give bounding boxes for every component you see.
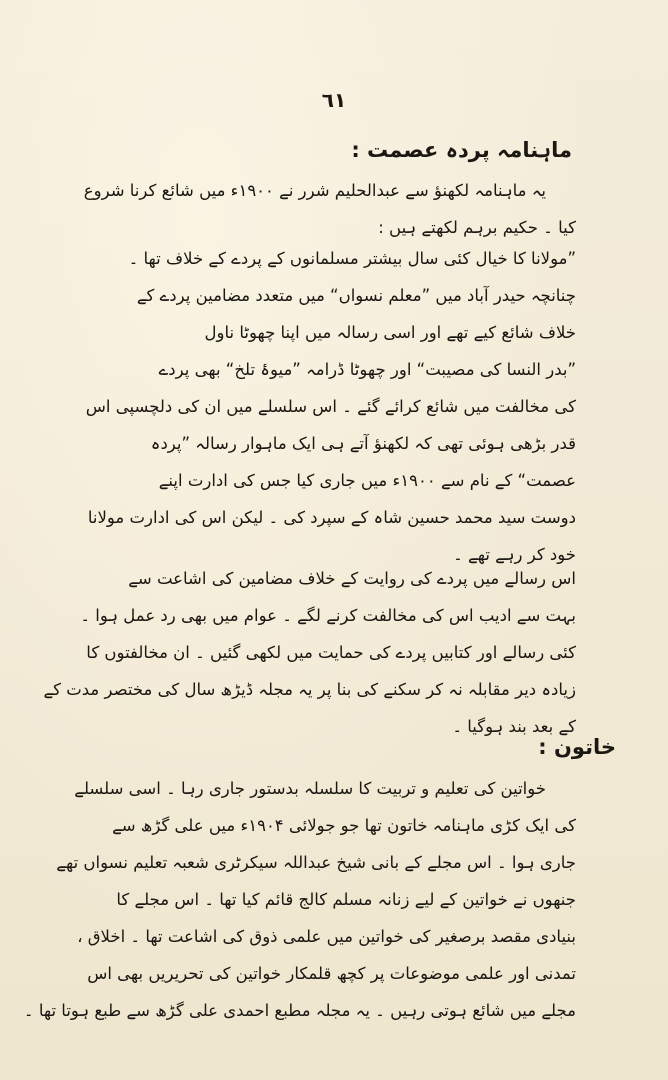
- section-heading-khatoon: خاتون :: [538, 735, 616, 759]
- text-line: کی مخالفت میں شائع کرائے گئے ۔ اس سلسلے میں ان کی دلچسپی اس: [85, 397, 576, 416]
- text-line: ”مولانا کا خیال کئی سال بیشتر مسلمانوں کے پردے کے خلاف تھا ۔: [128, 249, 576, 268]
- text-line: جاری ہوا ۔ اس مجلے کے بانی شیخ عبداللہ سیکرٹری شعبہ تعلیم نسواں تھے: [56, 853, 576, 872]
- text-line: زیادہ دیر مقابلہ نہ کر سکنے کی بنا پر یہ مجلہ ڈیڑھ سال کی مختصر مدت کے: [43, 680, 576, 699]
- text-line: کئی رسالے اور کتابیں پردے کی حمایت میں لکھی گئیں ۔ ان مخالفتوں کا: [86, 643, 576, 662]
- body-paragraph: [43, 560, 576, 745]
- text-line: چنانچہ حیدر آباد میں ”معلم نسواں“ میں متعدد مضامین پردے کے: [136, 286, 576, 305]
- text-line: بہت سے ادیب اس کی مخالفت کرنے لگے ۔ عوام میں بھی رد عمل ہوا ۔: [80, 606, 576, 625]
- text-line: دوست سید محمد حسین شاہ کے سپرد کی ۔ لیکن اس کی ادارت مولانا: [87, 508, 576, 527]
- quote-paragraph: [85, 240, 576, 573]
- text-line: یہ ماہنامہ لکھنؤ سے عبدالحلیم شرر نے ۱۹۰۰ء میں شائع کرنا شروع: [83, 181, 546, 200]
- text-line: جنھوں نے خواتین کے لیے زنانہ مسلم کالج قائم کیا تھا ۔ اس مجلے کا: [116, 890, 576, 909]
- text-line: تمدنی اور علمی موضوعات پر کچھ قلمکار خواتین کی تحریریں بھی اس: [87, 964, 576, 983]
- text-line: اس رسالے میں پردے کی روایت کے خلاف مضامین کی اشاعت سے: [128, 569, 576, 588]
- text-line: قدر بڑھی ہوئی تھی کہ لکھنؤ آتے ہی ایک ماہوار رسالہ ”پردہ: [150, 434, 576, 453]
- text-line: مجلے میں شائع ہوتی رہیں ۔ یہ مجلہ مطبع احمدی علی گڑھ سے طبع ہوتا تھا ۔: [23, 1001, 576, 1020]
- text-line: کی ایک کڑی ماہنامہ خاتون تھا جو جولائی ۱۹۰۴ء میں علی گڑھ سے: [112, 816, 576, 835]
- text-line: ”بدر النسا کی مصیبت“ اور چھوٹا ڈرامہ ”میوۂ تلخ“ بھی پردے: [158, 360, 576, 379]
- intro-paragraph: [83, 172, 576, 246]
- text-line: خود کر رہے تھے ۔: [453, 545, 576, 564]
- text-line: خلاف شائع کیے تھے اور اسی رسالہ میں اپنا چھوٹا ناول: [204, 323, 576, 342]
- text-line: کے بعد بند ہوگیا ۔: [452, 717, 576, 736]
- body-paragraph-khatoon: [23, 770, 576, 1029]
- text-line: کیا ۔ حکیم برہم لکھتے ہیں :: [378, 218, 576, 237]
- text-line: خواتین کی تعلیم و تربیت کا سلسلہ بدستور جاری رہا ۔ اسی سلسلے: [74, 779, 546, 798]
- text-line: عصمت“ کے نام سے ۱۹۰۰ء میں جاری کیا جس کی ادارت اپنے: [158, 471, 576, 490]
- page-number: ٦١: [321, 88, 347, 112]
- text-line: بنیادی مقصد برصغیر کی خواتین میں علمی ذوق کی اشاعت تھا ۔ اخلاق ،: [77, 927, 576, 946]
- section-heading-parda-ismat: ماہنامہ پردہ عصمت :: [351, 138, 572, 162]
